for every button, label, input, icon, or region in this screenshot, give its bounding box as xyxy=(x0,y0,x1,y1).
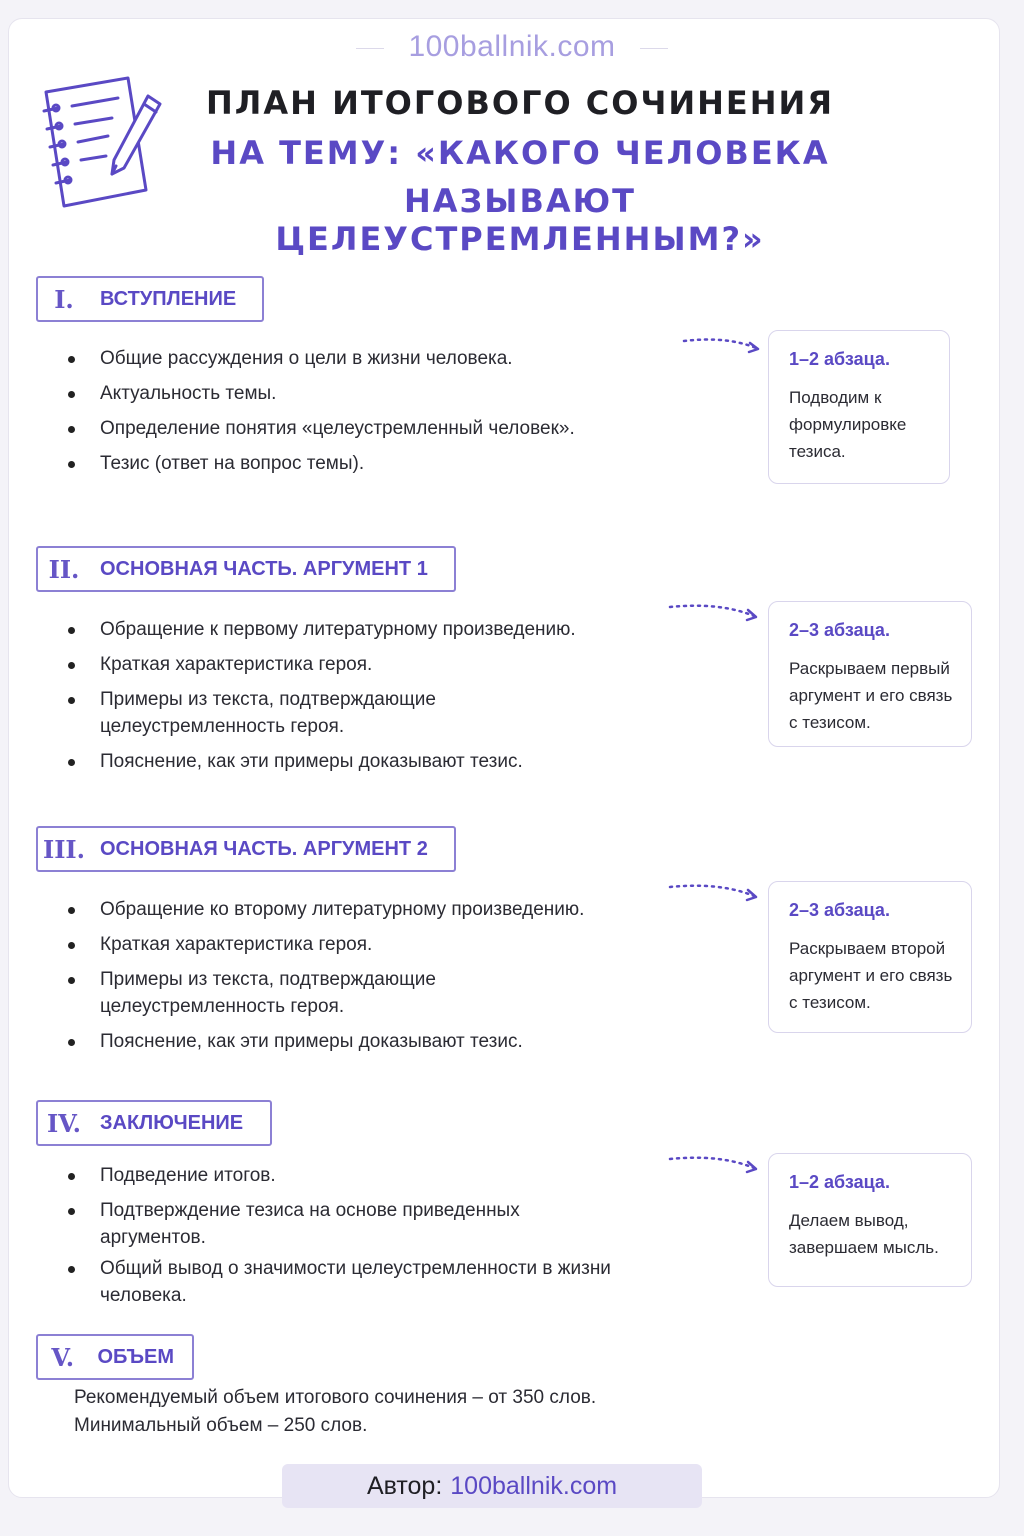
section-title: ВСТУПЛЕНИЕ xyxy=(100,287,237,310)
note-text: Делаем вывод, завершаем мысль. xyxy=(789,1211,939,1257)
note-heading: 2–3 абзаца. xyxy=(789,620,890,640)
section-title: ЗАКЛЮЧЕНИЕ xyxy=(100,1111,244,1134)
volume-line-1: Рекомендуемый объем итогового сочинения – от 350 слов. xyxy=(74,1387,597,1408)
note-text: Раскрываем второй аргумент и его связь с тезисом. xyxy=(789,939,953,1012)
section-number: I. xyxy=(54,284,74,314)
title-line-1: ПЛАН ИТОГОВОГО СОЧИНЕНИЯ xyxy=(206,84,834,122)
list-item: Обращение ко второму литературному произведению. xyxy=(66,896,646,923)
dotted-arrow-icon xyxy=(682,334,766,356)
list-item: Определение понятия «целеустремленный человек». xyxy=(66,415,646,442)
intro-bullets xyxy=(66,345,646,485)
section-title: ОСНОВНАЯ ЧАСТЬ. АРГУМЕНТ 1 xyxy=(100,557,428,580)
list-item: Пояснение, как эти примеры доказывают тезис. xyxy=(66,1028,646,1055)
section-header-conclusion xyxy=(36,1100,272,1146)
list-item: Общий вывод о значимости целеустремленности в жизни человека. xyxy=(66,1255,620,1309)
note-heading: 1–2 абзаца. xyxy=(789,349,890,369)
author-site-link[interactable]: 100ballnik.com xyxy=(450,1471,618,1500)
note-card-conclusion xyxy=(768,1153,972,1287)
list-item: Общие рассуждения о цели в жизни человека. xyxy=(66,345,646,372)
section-number: V. xyxy=(51,1342,75,1372)
dotted-arrow-icon xyxy=(668,600,764,624)
notebook-icon xyxy=(28,70,168,220)
note-card-argument-2 xyxy=(768,881,972,1033)
section-header-volume xyxy=(36,1334,194,1380)
site-name: 100ballnik.com xyxy=(408,30,616,63)
section-number: III. xyxy=(42,834,86,864)
volume-line-2: Минимальный объем – 250 слов. xyxy=(74,1415,368,1436)
list-item: Краткая характеристика героя. xyxy=(66,931,646,958)
conclusion-bullets xyxy=(66,1162,646,1317)
list-item: Примеры из текста, подтверждающие целеустремленность героя. xyxy=(66,686,520,740)
note-heading: 2–3 абзаца. xyxy=(789,900,890,920)
note-text: Раскрываем первый аргумент и его связь с тезисом. xyxy=(789,659,953,732)
author-label: Автор: xyxy=(366,1471,443,1500)
list-item: Подтверждение тезиса на основе приведенных аргументов. xyxy=(66,1197,600,1251)
title-line-3: НАЗЫВАЮТ ЦЕЛЕУСТРЕМЛЕННЫМ?» xyxy=(275,182,765,258)
argument-1-bullets xyxy=(66,616,646,783)
section-header-argument-2 xyxy=(36,826,456,872)
section-title: ОБЪЕМ xyxy=(97,1345,174,1368)
list-item: Примеры из текста, подтверждающие целеустремленность героя. xyxy=(66,966,520,1020)
argument-2-bullets xyxy=(66,896,646,1063)
dotted-arrow-icon xyxy=(668,1152,764,1176)
section-header-argument-1 xyxy=(36,546,456,592)
list-item: Краткая характеристика героя. xyxy=(66,651,646,678)
note-card-intro xyxy=(768,330,950,484)
dotted-arrow-icon xyxy=(668,880,764,904)
list-item: Пояснение, как эти примеры доказывают тезис. xyxy=(66,748,646,775)
section-number: II. xyxy=(48,554,80,584)
section-number: IV. xyxy=(46,1108,81,1138)
section-header-intro xyxy=(36,276,264,322)
header-divider-right xyxy=(640,48,668,49)
volume-text xyxy=(74,1384,596,1440)
note-text: Подводим к формулировке тезиса. xyxy=(789,388,907,461)
note-card-argument-1 xyxy=(768,601,972,747)
list-item: Подведение итогов. xyxy=(66,1162,646,1189)
title-line-2: НА ТЕМУ: «КАКОГО ЧЕЛОВЕКА xyxy=(210,134,830,172)
list-item: Тезис (ответ на вопрос темы). xyxy=(66,450,646,477)
note-heading: 1–2 абзаца. xyxy=(789,1172,890,1192)
section-title: ОСНОВНАЯ ЧАСТЬ. АРГУМЕНТ 2 xyxy=(100,837,428,860)
list-item: Обращение к первому литературному произведению. xyxy=(66,616,646,643)
author-banner xyxy=(282,1464,702,1508)
list-item: Актуальность темы. xyxy=(66,380,646,407)
